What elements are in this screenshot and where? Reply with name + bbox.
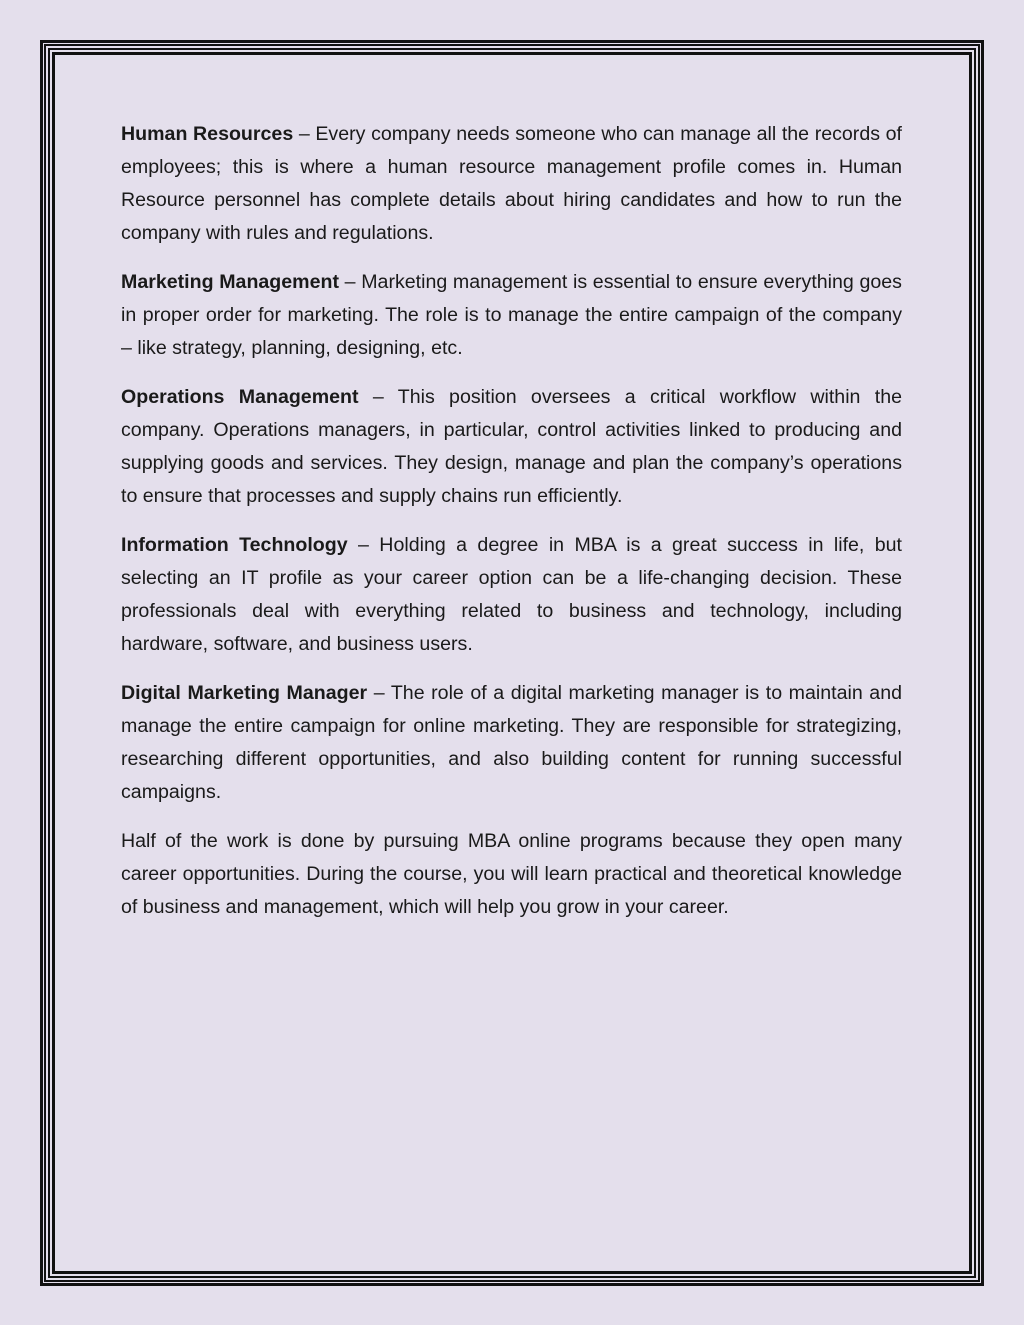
section-text: – Every company needs someone who can manage all the records of employees; this is where a human resource management profile comes in. Human Resource personnel has complete details about hiring candidates and how to run the company with rules and regulations.: [121, 123, 902, 244]
section-term: Marketing Management: [121, 271, 339, 293]
conclusion-paragraph: Half of the work is done by pursuing MBA online programs because they open many career opportunities. During the course, you will learn practical and theoretical knowledge of business and management, which will help you grow in your career.: [121, 830, 902, 918]
section-marketing-management: [121, 266, 902, 365]
section-digital-marketing-manager: [121, 677, 902, 809]
section-text: – Holding a degree in MBA is a great success in life, but selecting an IT profile as your career option can be a life-changing decision. These professionals deal with everything related to business and technology, including hardware, software, and business users.: [121, 534, 902, 655]
section-term: Digital Marketing Manager: [121, 682, 368, 704]
section-operations-management: [121, 381, 902, 513]
section-term: Human Resources: [121, 123, 294, 145]
section-term: Information Technology: [121, 534, 348, 556]
section-term: Operations Management: [121, 386, 359, 408]
section-human-resources: [121, 118, 902, 250]
section-text: – The role of a digital marketing manager is to maintain and manage the entire campaign for online marketing. They are responsible for strategizing, researching different opportunities, and also building content for running successful campaigns.: [121, 682, 902, 803]
section-information-technology: [121, 529, 902, 661]
document-body: [121, 118, 902, 940]
section-text: – This position oversees a critical workflow within the company. Operations managers, in particular, control activities linked to producing and supplying goods and services. They design, manage and plan the company’s operations to ensure that processes and supply chains run efficiently.: [121, 386, 903, 507]
section-text: – Marketing management is essential to ensure everything goes in proper order for marketing. The role is to manage the entire campaign of the company – like strategy, planning, designing, etc.: [121, 271, 902, 359]
